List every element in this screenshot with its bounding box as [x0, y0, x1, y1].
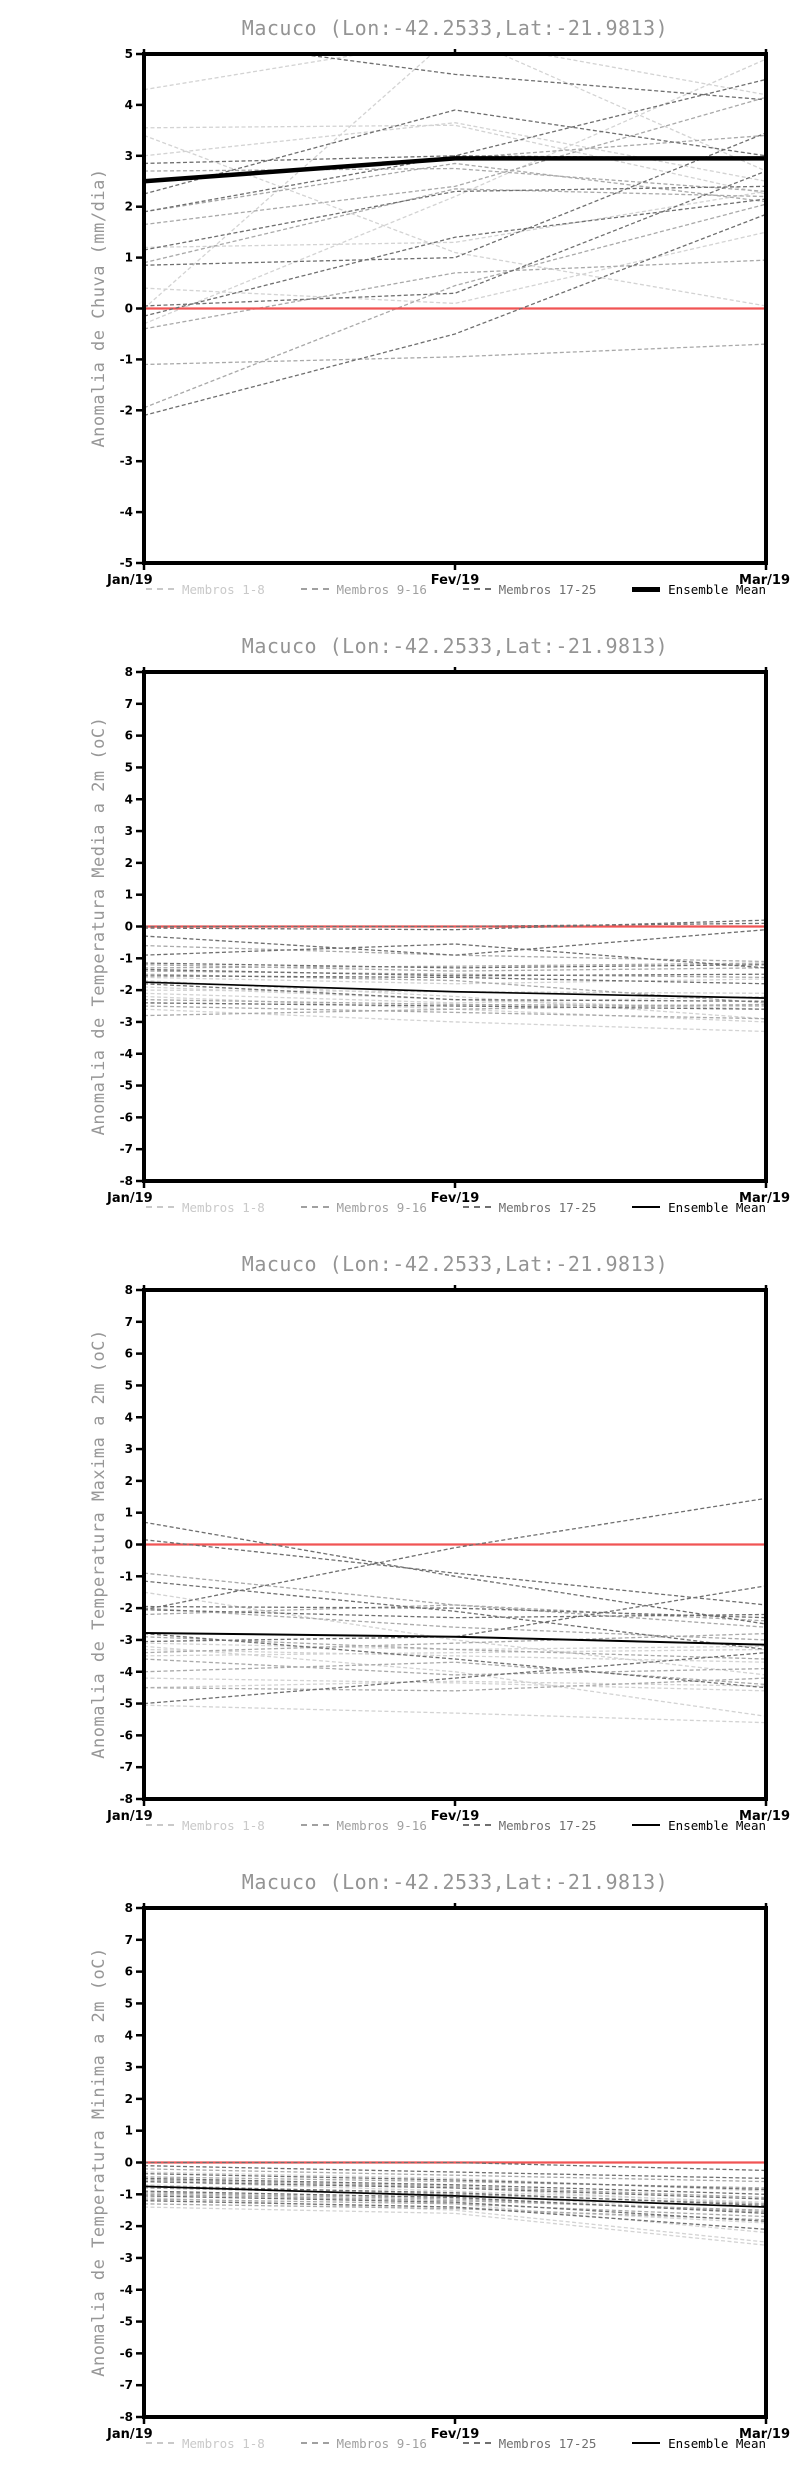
x-tick-label: Mar/19 [739, 1191, 790, 1206]
dashed-line-swatch [301, 1206, 329, 1208]
x-tick-label: Jan/19 [107, 573, 153, 588]
y-tick-label: -7 [119, 1760, 133, 1775]
y-tick-label: 8 [124, 1901, 133, 1915]
member-line-9-16 [144, 2204, 766, 2220]
chart-panel-temp-media [0, 618, 800, 1236]
y-tick-label: -3 [119, 2250, 133, 2265]
plot-area [0, 1236, 800, 1854]
member-line-9-16 [144, 946, 766, 962]
legend-item-membros-17-25 [463, 2436, 597, 2451]
y-tick-label: 6 [124, 728, 133, 743]
dashed-line-swatch [146, 2442, 174, 2444]
chart-title: Macuco (Lon:-42.2533,Lat:-21.9813) [241, 16, 669, 40]
legend-item-membros-1-8 [146, 2436, 265, 2451]
y-tick-label: -4 [119, 2282, 133, 2297]
y-tick-label: -3 [119, 1632, 133, 1647]
member-line-1-8 [144, 59, 766, 324]
y-tick-label: -4 [119, 505, 133, 520]
x-tick-label: Fev/19 [430, 1191, 480, 1206]
solid-line-swatch [632, 1824, 660, 1826]
legend-item-ensemble-mean [632, 1200, 766, 1215]
y-tick-label: -4 [119, 1046, 133, 1061]
legend-label: Membros 1-8 [182, 1817, 265, 1833]
y-tick-label: 3 [124, 2060, 133, 2075]
y-tick-label: -3 [119, 1014, 133, 1029]
member-line-1-8 [144, 232, 766, 303]
y-tick-label: 6 [124, 1346, 133, 1361]
legend-label: Ensemble Mean [668, 581, 766, 597]
y-tick-label: -8 [119, 2410, 133, 2424]
solid-line-swatch [632, 1206, 660, 1208]
legend-item-membros-9-16 [301, 2436, 427, 2451]
legend [146, 1816, 766, 1834]
y-axis-label: Anomalia de Temperatura Maxima a 2m (oC) [89, 1329, 109, 1759]
legend-label: Membros 9-16 [336, 2435, 427, 2451]
member-line-17-25 [144, 199, 766, 316]
x-tick-label: Jan/19 [107, 1191, 153, 1206]
y-tick-label: 4 [124, 2028, 133, 2043]
plot-area [0, 0, 800, 618]
dashed-line-swatch [146, 1206, 174, 1208]
y-tick-label: 2 [124, 1473, 133, 1488]
dashed-line-swatch [301, 2442, 329, 2444]
y-tick-label: 1 [124, 2123, 133, 2138]
plot-area [0, 1854, 800, 2472]
y-tick-label: 3 [124, 824, 133, 839]
member-line-17-25 [144, 1540, 766, 1605]
y-tick-label: 1 [124, 250, 133, 265]
legend-item-membros-17-25 [463, 1818, 597, 1833]
legend-label: Membros 17-25 [498, 1817, 597, 1833]
legend [146, 580, 766, 598]
legend [146, 1198, 766, 1216]
legend-item-membros-9-16 [301, 582, 427, 597]
y-tick-label: 0 [124, 301, 133, 316]
ensemble-mean-line [144, 1633, 766, 1645]
y-tick-label: 1 [124, 1505, 133, 1520]
legend-item-membros-9-16 [301, 1818, 427, 1833]
dashed-line-swatch [463, 1824, 491, 1826]
member-line-17-25 [144, 2163, 766, 2171]
x-tick-label: Jan/19 [107, 2427, 153, 2442]
y-tick-label: 8 [124, 1283, 133, 1297]
legend-item-ensemble-mean [632, 2436, 766, 2451]
y-tick-label: 4 [124, 1410, 133, 1425]
dashed-line-swatch [463, 588, 491, 590]
y-tick-label: 7 [124, 1314, 133, 1329]
dashed-line-swatch [146, 1824, 174, 1826]
dashed-line-swatch [301, 1824, 329, 1826]
legend-label: Membros 1-8 [182, 2435, 265, 2451]
member-line-9-16 [144, 204, 766, 408]
legend-label: Membros 17-25 [498, 1199, 597, 1215]
y-tick-label: -2 [119, 2219, 133, 2234]
legend-label: Membros 9-16 [336, 1199, 427, 1215]
y-tick-label: 7 [124, 1932, 133, 1947]
y-tick-label: 8 [124, 665, 133, 679]
y-tick-label: 0 [124, 2155, 133, 2170]
member-line-17-25 [144, 34, 766, 100]
legend [146, 2434, 766, 2452]
y-tick-label: 2 [124, 855, 133, 870]
member-line-17-25 [144, 1498, 766, 1609]
y-tick-label: -5 [119, 2314, 133, 2329]
y-tick-label: -2 [119, 983, 133, 998]
y-axis-label: Anomalia de Chuva (mm/dia) [89, 168, 109, 448]
y-axis-label: Anomalia de Temperatura Minima a 2m (oC) [89, 1947, 109, 2377]
member-line-1-8 [144, 39, 766, 95]
y-tick-label: -3 [119, 454, 133, 469]
dashed-line-swatch [146, 588, 174, 590]
dashed-line-swatch [463, 2442, 491, 2444]
legend-item-ensemble-mean [632, 1818, 766, 1833]
y-tick-label: -5 [119, 1696, 133, 1711]
y-tick-label: -6 [119, 1110, 133, 1125]
legend-label: Membros 17-25 [498, 581, 597, 597]
y-tick-label: 3 [124, 1442, 133, 1457]
chart-panel-temp-maxima [0, 1236, 800, 1854]
y-tick-label: 5 [124, 760, 133, 775]
y-tick-label: 5 [124, 1996, 133, 2011]
x-tick-label: Mar/19 [739, 1809, 790, 1824]
chart-title: Macuco (Lon:-42.2533,Lat:-21.9813) [241, 634, 669, 658]
legend-item-membros-9-16 [301, 1200, 427, 1215]
x-tick-label: Mar/19 [739, 2427, 790, 2442]
plot-area [0, 618, 800, 1236]
y-tick-label: -1 [119, 2187, 133, 2202]
member-line-9-16 [144, 260, 766, 329]
y-tick-label: 5 [124, 47, 133, 61]
y-tick-label: 2 [124, 199, 133, 214]
member-line-1-8 [144, 191, 766, 247]
legend-item-ensemble-mean [632, 582, 766, 597]
legend-label: Ensemble Mean [668, 1817, 766, 1833]
y-tick-label: 6 [124, 1964, 133, 1979]
chart-title: Macuco (Lon:-42.2533,Lat:-21.9813) [241, 1870, 669, 1894]
y-tick-label: -8 [119, 1174, 133, 1188]
chart-panel-chuva [0, 0, 800, 618]
solid-line-swatch [632, 587, 660, 592]
y-tick-label: 2 [124, 2091, 133, 2106]
y-tick-label: -6 [119, 1728, 133, 1743]
legend-label: Membros 9-16 [336, 581, 427, 597]
member-line-9-16 [144, 1608, 766, 1640]
dashed-line-swatch [463, 1206, 491, 1208]
member-line-1-8 [144, 1705, 766, 1722]
legend-item-membros-17-25 [463, 582, 597, 597]
x-tick-label: Fev/19 [430, 1809, 480, 1824]
x-tick-label: Jan/19 [107, 1809, 153, 1824]
y-axis-label: Anomalia de Temperatura Media a 2m (oC) [89, 716, 109, 1136]
legend-label: Membros 1-8 [182, 1199, 265, 1215]
member-line-9-16 [144, 1004, 766, 1015]
legend-item-membros-1-8 [146, 1200, 265, 1215]
solid-line-swatch [632, 2442, 660, 2444]
y-tick-label: -7 [119, 1142, 133, 1157]
y-tick-label: 0 [124, 919, 133, 934]
y-tick-label: -6 [119, 2346, 133, 2361]
y-tick-label: -1 [119, 1569, 133, 1584]
x-tick-label: Fev/19 [430, 573, 480, 588]
x-tick-label: Fev/19 [430, 2427, 480, 2442]
dashed-line-swatch [301, 588, 329, 590]
y-tick-label: -4 [119, 1664, 133, 1679]
legend-label: Ensemble Mean [668, 2435, 766, 2451]
y-tick-label: 1 [124, 887, 133, 902]
y-tick-label: 4 [124, 97, 133, 112]
legend-label: Membros 17-25 [498, 2435, 597, 2451]
y-tick-label: -1 [119, 352, 133, 367]
member-line-17-25 [144, 214, 766, 415]
y-tick-label: 4 [124, 792, 133, 807]
y-tick-label: -5 [119, 556, 133, 570]
chart-title: Macuco (Lon:-42.2533,Lat:-21.9813) [241, 1252, 669, 1276]
y-tick-label: -8 [119, 1792, 133, 1806]
member-line-1-8 [144, 977, 766, 983]
chart-panel-temp-minima [0, 1854, 800, 2472]
y-tick-label: 0 [124, 1537, 133, 1552]
member-line-9-16 [144, 1662, 766, 1684]
y-tick-label: -2 [119, 403, 133, 418]
y-tick-label: 3 [124, 148, 133, 163]
y-tick-label: -1 [119, 951, 133, 966]
member-line-1-8 [144, 1643, 766, 1649]
y-tick-label: 7 [124, 696, 133, 711]
member-line-17-25 [144, 186, 766, 250]
y-tick-label: -7 [119, 2378, 133, 2393]
legend-label: Membros 9-16 [336, 1817, 427, 1833]
member-line-9-16 [144, 1659, 766, 1675]
member-line-9-16 [144, 1573, 766, 1627]
legend-label: Membros 1-8 [182, 581, 265, 597]
legend-item-membros-1-8 [146, 582, 265, 597]
legend-label: Ensemble Mean [668, 1199, 766, 1215]
y-tick-label: -5 [119, 1078, 133, 1093]
y-tick-label: 5 [124, 1378, 133, 1393]
member-line-9-16 [144, 344, 766, 364]
legend-item-membros-17-25 [463, 1200, 597, 1215]
legend-item-membros-1-8 [146, 1818, 265, 1833]
x-tick-label: Mar/19 [739, 573, 790, 588]
y-tick-label: -2 [119, 1601, 133, 1616]
